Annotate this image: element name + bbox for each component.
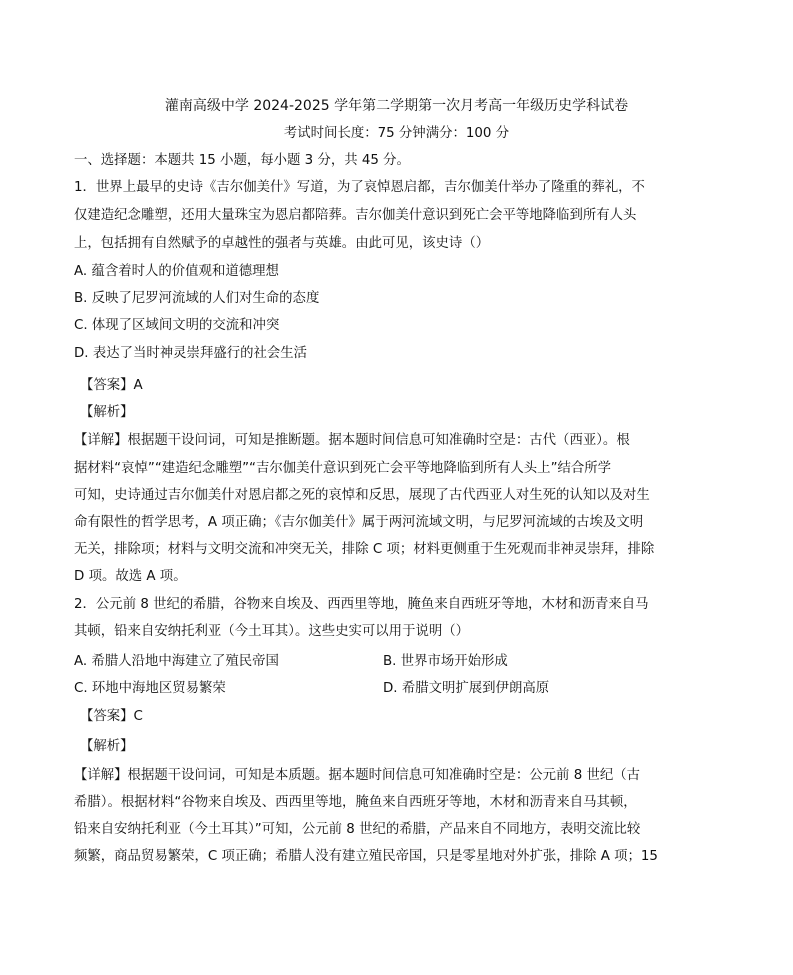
q1-detail-line: 无关，排除项；材料与文明交流和冲突无关，排除 C 项；材料更侧重于生死观而非神灵崇拜，排除 (74, 542, 655, 557)
q1-detail-line: 据材料“哀悼”“建造纪念雕塑”“吉尔伽美什意识到死亡会平等地降临到所有人头上”结合所学 (74, 461, 612, 476)
q1-stem-line: 仅建造纪念雕塑，还用大量珠宝为恩启都陪葬。吉尔伽美什意识到死亡会平等地降临到所有人头 (74, 208, 637, 223)
q1-option-c: C. 体现了区域间文明的交流和冲突 (74, 318, 280, 333)
q1-detail-line: 命有限性的哲学思考，A 项正确；《吉尔伽美什》属于两河流域文明，与尼罗河流域的古埃及文明 (74, 515, 644, 530)
q2-analysis-label: 【解析】 (80, 739, 134, 754)
q1-option-b: B. 反映了尼罗河流域的人们对生命的态度 (74, 291, 320, 306)
q2-answer: 【答案】C (80, 709, 143, 724)
exam-subtitle: 考试时间长度：75 分钟满分：100 分 (283, 126, 510, 141)
q2-option-c: C. 环地中海地区贸易繁荣 (74, 681, 226, 696)
q1-detail-line: D 项。故选 A 项。 (74, 569, 187, 584)
q1-stem-line: 1．世界上最早的史诗《吉尔伽美什》写道，为了哀悼恩启都，吉尔伽美什举办了隆重的葬礼，不 (74, 180, 645, 195)
q2-detail-line: 【详解】根据题干设问词，可知是本质题。据本题时间信息可知准确时空是：公元前 8 世纪（古 (74, 768, 641, 783)
q2-detail-line: 铅来自安纳托利亚（今土耳其）”可知，公元前 8 世纪的希腊，产品来自不同地方，表明交流比较 (74, 822, 641, 837)
q1-analysis-label: 【解析】 (80, 405, 134, 420)
q2-detail-line: 频繁，商品贸易繁荣，C 项正确；希腊人没有建立殖民帝国，只是零星地对外扩张，排除 A 项；15 (74, 849, 658, 864)
q1-detail-line: 可知，史诗通过吉尔伽美什对恩启都之死的哀悼和反思，展现了古代西亚人对生死的认知以及对生 (74, 488, 650, 503)
exam-title: 灌南高级中学 2024-2025 学年第二学期第一次月考高一年级历史学科试卷 (164, 98, 629, 114)
section-heading: 一、选择题：本题共 15 小题，每小题 3 分，共 45 分。 (74, 153, 410, 168)
q2-option-d: D. 希腊文明扩展到伊朗高原 (383, 681, 550, 696)
q2-option-b: B. 世界市场开始形成 (383, 654, 508, 669)
q1-option-d: D. 表达了当时神灵崇拜盛行的社会生活 (74, 346, 308, 361)
q1-option-a: A. 蕴含着时人的价值观和道德理想 (74, 264, 279, 279)
q1-detail-line: 【详解】根据题干设问词，可知是推断题。据本题时间信息可知准确时空是：古代（西亚）。根 (74, 433, 630, 448)
q1-answer: 【答案】A (80, 378, 143, 393)
q2-detail-line: 希腊）。根据材料“谷物来自埃及、西西里等地，腌鱼来自西班牙等地，木材和沥青来自马其顿， (74, 795, 637, 810)
q1-stem-line: 上，包括拥有自然赋予的卓越性的强者与英雄。由此可见，该史诗（） (74, 236, 490, 251)
q2-stem-line: 2．公元前 8 世纪的希腊，谷物来自埃及、西西里等地，腌鱼来自西班牙等地，木材和沥青来自马 (74, 597, 649, 612)
q2-option-a: A. 希腊人沿地中海建立了殖民帝国 (74, 654, 279, 669)
q2-stem-line: 其顿，铅来自安纳托利亚（今土耳其）。这些史实可以用于说明（） (74, 624, 470, 639)
